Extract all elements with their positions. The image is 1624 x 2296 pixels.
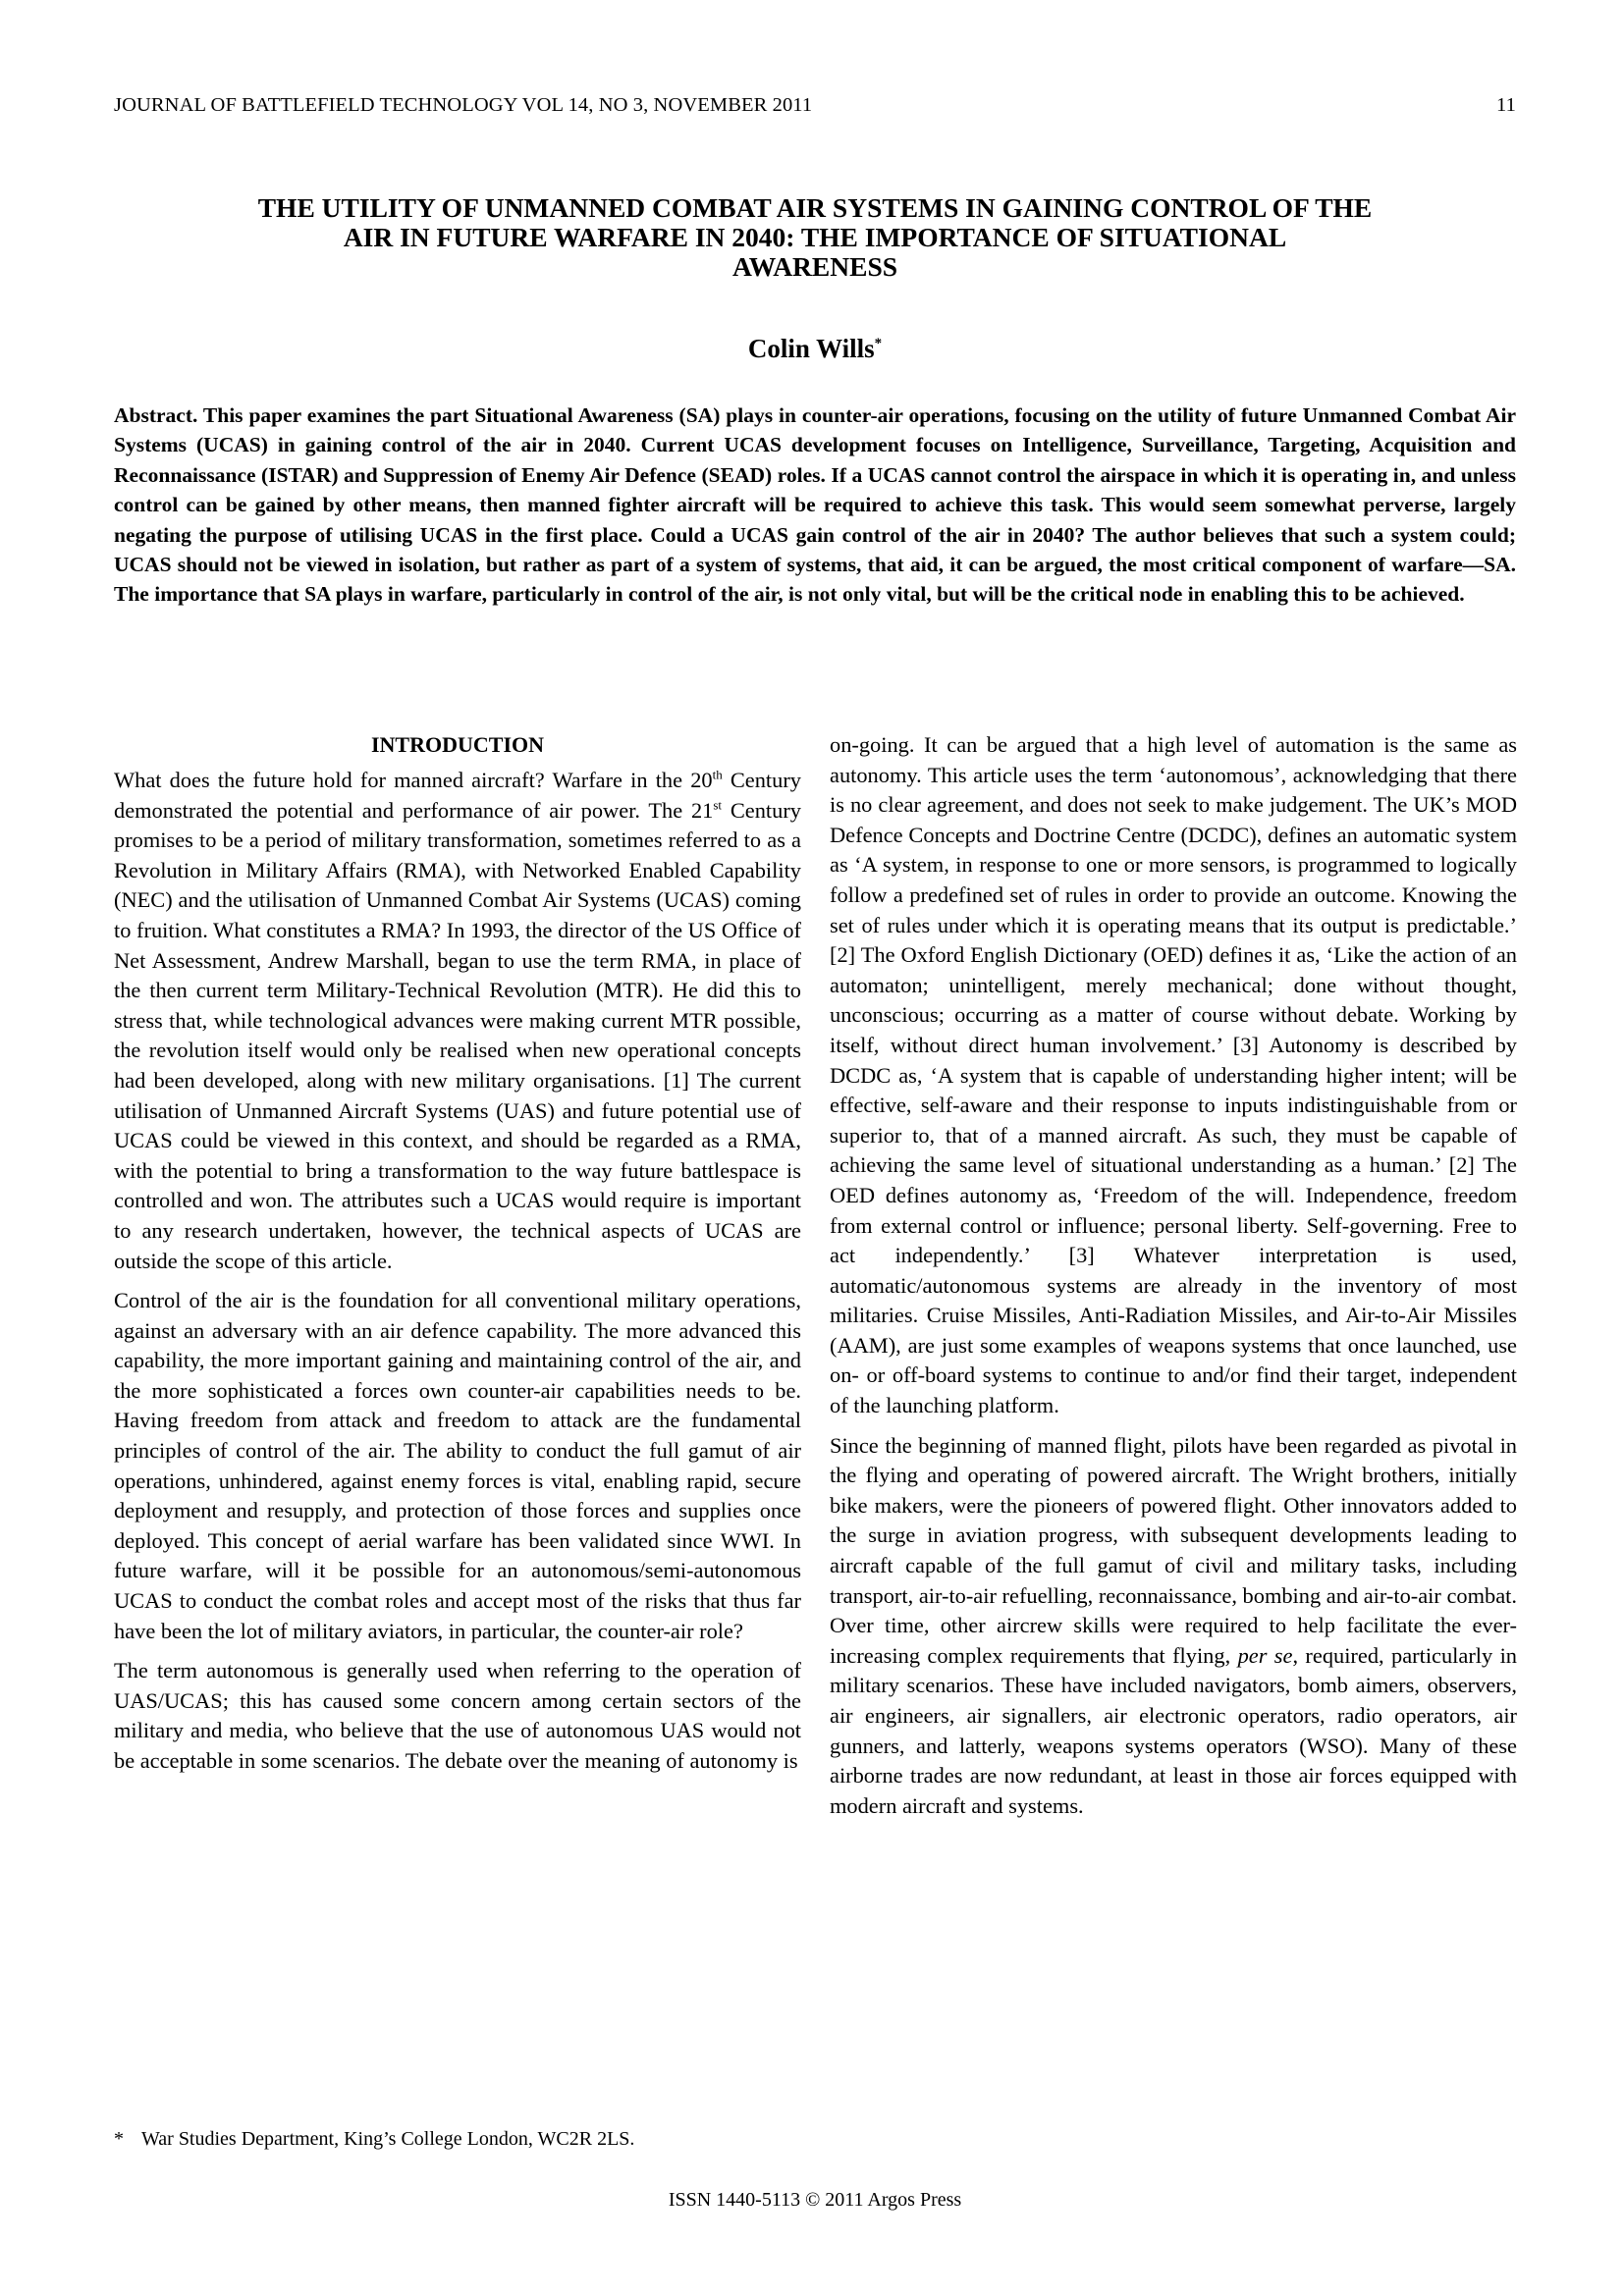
journal-name: JOURNAL OF BATTLEFIELD TECHNOLOGY VOL 14, NO 3, NOVEMBER 2011 (114, 94, 813, 116)
ordinal-suffix: st (713, 797, 723, 813)
paragraph-4-text-a: Since the beginning of manned flight, pilots have been regarded as pivotal in the flying and operating of powered aircraft. The Wright brothers, initially bike makers, were the pioneers of powered flight. Other innovators added to the surge in aviation progress, with subsequent developments leading to aircraft capable of the full gamut of civil and military tasks, including transport, air-to-air refuelling, reconnaissance, bombing and air-to-air combat. Over time, other aircrew skills were required to help facilitate the ever-increasing complex requirements that flying, (830, 1432, 1517, 1668)
paragraph-1-text-a: What does the future hold for manned aircraft? Warfare in the 20 (114, 768, 713, 792)
footnote-mark: * (114, 2128, 124, 2150)
ordinal-suffix: th (712, 767, 723, 782)
right-column (830, 730, 1517, 1831)
author-footnote-mark: * (874, 336, 883, 351)
paragraph-4 (830, 1431, 1517, 1822)
paragraph-1-text-c: Century promises to be a period of military transformation, sometimes referred to as a Revolution in Military Affairs (RMA), with Networked Enabled Capability (NEC) and the utilisation of Unmanned Combat Air Systems (UCAS) coming to fruition. What constitutes a RMA? In 1993, the director of the US Office of Net Assessment, Andrew Marshall, began to use the term RMA, in place of the then current term Military-Technical Revolution (MTR). He did this to stress that, while technological advances were making current MTR possible, the revolution itself would only be realised when new operational concepts had been developed, along with new military organisations. [1] The current utilisation of Unmanned Aircraft Systems (UAS) and future potential use of UCAS could be viewed in this context, and should be regarded as a RMA, with the potential to bring a transformation to the way future battlespace is controlled and won. The attributes such a UCAS would require is important to any research undertaken, however, the technical aspects of UCAS are outside the scope of this article. (114, 797, 801, 1273)
footnote (114, 2128, 634, 2151)
paragraph-1 (114, 766, 801, 1276)
running-header (114, 94, 1516, 124)
page-footer: ISSN 1440-5113 © 2011 Argos Press (668, 2189, 962, 2211)
footnote-text: War Studies Department, King’s College London, WC2R 2LS. (141, 2128, 635, 2150)
paragraph-4-text-b: , required, particularly in military scenarios. These have included navigators, bomb aimers, observers, air engineers, air signallers, air electronic operators, radio operators, air gunners, and latterly, weapons systems operators (WSO). Many of these airborne trades are now redundant, at least in those air forces equipped with modern aircraft and systems. (830, 1642, 1517, 1818)
section-heading-introduction: INTRODUCTION (370, 732, 545, 757)
italic-phrase: per se (1237, 1642, 1293, 1668)
paragraph-2: Control of the air is the foundation for all conventional military operations, against an adversary with an air defence capability. The more advanced this capability, the more important gaining and maintaining control of the air, and the more sophisticated a forces own counter-air capabilities needs to be. Having freedom from attack and freedom to attack are the fundamental principles of control of the air. The ability to conduct the full gamut of air operations, unhindered, against enemy forces is vital, enabling rapid, secure deployment and resupply, and protection of those forces and supplies once deployed. This concept of aerial warfare has been validated since WWI. In future warfare, will it be possible for an autonomous/semi-autonomous UCAS to conduct the combat roles and accept most of the risks that thus far have been the lot of military aviators, in particular, the counter-air role? (114, 1288, 801, 1643)
title-line-1: THE UTILITY OF UNMANNED COMBAT AIR SYSTEMS IN GAINING CONTROL OF THE (257, 192, 1373, 223)
paragraph-1-text-b: Century demonstrated the potential and performance of air power. The 21 (114, 768, 802, 823)
page-number: 11 (1496, 94, 1516, 116)
paragraph-3-start: The term autonomous is generally used when referring to the operation of UAS/UCAS; this has caused some concern among certain sectors of the military and media, who believe that the use of autonomous UAS would not be acceptable in some scenarios. The debate over the meaning of autonomy is (114, 1658, 801, 1773)
author-name: Colin Wills (747, 334, 875, 363)
left-column (114, 730, 801, 1787)
abstract: Abstract. This paper examines the part Situational Awareness (SA) plays in counter-air operations, focusing on the utility of future Unmanned Combat Air Systems (UCAS) in gaining control of the air in 2040. Current UCAS development focuses on Intelligence, Surveillance, Targeting, Acquisition and Reconnaissance (ISTAR) and Suppression of Enemy Air Defence (SEAD) roles. If a UCAS cannot control the airspace in which it is operating in, and unless control can be gained by other means, then manned fighter aircraft will be required to achieve this task. This would seem somewhat perverse, largely negating the purpose of utilising UCAS in the first place. Could a UCAS gain control of the air in 2040? The author believes that such a system could; UCAS should not be viewed in isolation, but rather as part of a system of systems, that aid, it can be argued, the most critical component of warfare—SA. The importance that SA plays in warfare, particularly in control of the air, is not only vital, but will be the critical node in enabling this to be achieved. (114, 403, 1516, 607)
title-line-3: AWARENESS (731, 251, 898, 282)
paragraph-3-continued: on-going. It can be argued that a high level of automation is the same as autonomy. This article uses the term ‘autonomous’, acknowledging that there is no clear agreement, and does not seek to make judgement. The UK’s MOD Defence Concepts and Doctrine Centre (DCDC), defines an automatic system as ‘A system, in response to one or more sensors, is programmed to logically follow a predefined set of rules in order to provide an outcome. Knowing the set of rules under which it is operating means that its output is predictable.’ [2] The Oxford English Dictionary (OED) defines it as, ‘Like the action of an automaton; unintelligent, merely mechanical; done without thought, unconscious; occurring as a matter of course without debate. Working by itself, without direct human involvement.’ [3] Autonomy is described by DCDC as, ‘A system that is capable of understanding higher intent; will be effective, self-aware and their response to inputs indistinguishable from or superior to, that of a manned aircraft. As such, they must be capable of achieving the same level of situational understanding as a human.’ [2] The OED defines autonomy as, ‘Freedom of the will. Independence, freedom from external control or influence; personal liberty. Self-governing. Free to act independently.’ [3] Whatever interpretation is used, automatic/autonomous systems are already in the inventory of most militaries. Cruise Missiles, Anti-Radiation Missiles, and Air-to-Air Missiles (AAM), are just some examples of weapons systems that once launched, use on- or off-board systems to continue to and/or find their target, independent of the launching platform. (830, 732, 1517, 1418)
article-title (114, 193, 1516, 282)
title-line-2: AIR IN FUTURE WARFARE IN 2040: THE IMPORTANCE OF SITUATIONAL (343, 222, 1287, 252)
author-byline (114, 334, 1516, 364)
